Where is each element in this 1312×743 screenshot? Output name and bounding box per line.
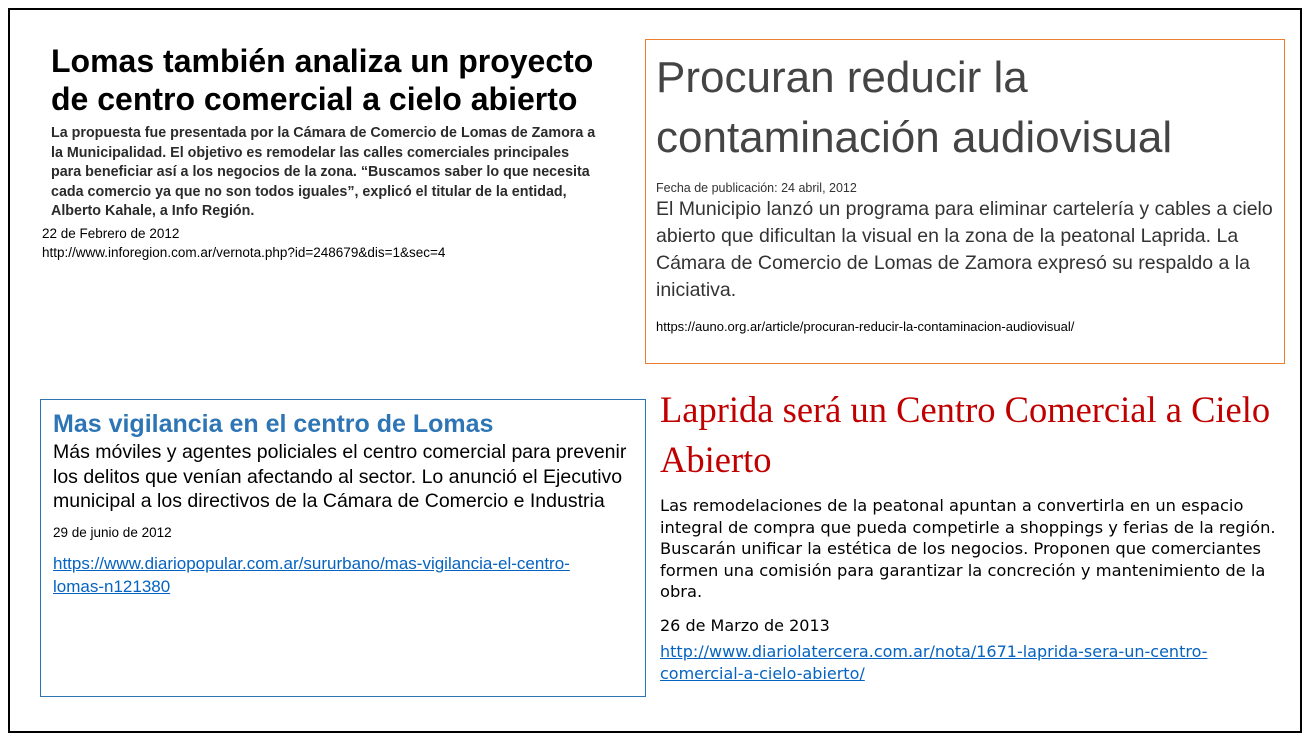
- news-clip-lomas-analiza: [40, 42, 610, 352]
- clip-headline: Laprida será un Centro Comercial a Cielo Abierto: [660, 389, 1271, 480]
- clip-source-url: http://www.inforegion.com.ar/vernota.php?id=248679&dis=1&sec=4: [42, 244, 446, 260]
- clip-headline: Mas vigilancia en el centro de Lomas: [53, 410, 494, 438]
- clip-date: 26 de Marzo de 2013: [660, 615, 830, 635]
- news-clip-mas-vigilancia: [40, 399, 646, 697]
- clip-date: 22 de Febrero de 2012: [42, 225, 180, 241]
- clip-publication-date: Fecha de publicación: 24 abril, 2012: [656, 181, 857, 195]
- clip-lead: El Municipio lanzó un programa para eliminar cartelería y cables a cielo abierto que dificultan la visual en la zona de la peatonal Laprida. La Cámara de Comercio de Lomas de Zamora expresó su respaldo a la iniciativa.: [656, 198, 1273, 301]
- clip-lead: Más móviles y agentes policiales el centro comercial para prevenir los delitos que venían afectando al sector. Lo anunció el Ejecutivo municipal a los directivos de la Cámara de Comercio e Industria: [53, 441, 627, 512]
- clip-lead: La propuesta fue presentada por la Cámara de Comercio de Lomas de Zamora a la Municipalidad. El objetivo es remodelar las calles comerciales principales para beneficiar así a los negocios de la zona. “Buscamos saber lo que necesita cada comercio ya que no son todos iguales”, explicó el titular de la entidad, Alberto Kahale, a Info Región.: [51, 125, 596, 219]
- clip-headline: Lomas también analiza un proyecto de centro comercial a cielo abierto: [51, 43, 594, 117]
- clip-source-link[interactable]: https://www.diariopopular.com.ar/sururbano/mas-vigilancia-el-centro-lomas-n121380: [53, 553, 570, 596]
- news-clip-laprida-centro: [660, 385, 1290, 735]
- clip-headline: Procuran reducir la contaminación audiovisual: [656, 53, 1173, 162]
- clip-date: 29 de junio de 2012: [53, 524, 172, 540]
- news-clip-procuran-reducir: [645, 39, 1285, 364]
- clip-source-link[interactable]: http://www.diariolatercera.com.ar/nota/1671-laprida-sera-un-centro-comercial-a-cielo-abierto/: [660, 641, 1208, 683]
- clip-source-url: https://auno.org.ar/article/procuran-reducir-la-contaminacion-audiovisual/: [656, 319, 1075, 334]
- clip-lead: Las remodelaciones de la peatonal apuntan a convertirla en un espacio integral de compra que pueda competirle a shoppings y ferias de la región. Buscarán unificar la estética de los negocios. Proponen que comerciantes formen una comisión para garantizar la concreción y mantenimiento de la obra.: [660, 496, 1276, 601]
